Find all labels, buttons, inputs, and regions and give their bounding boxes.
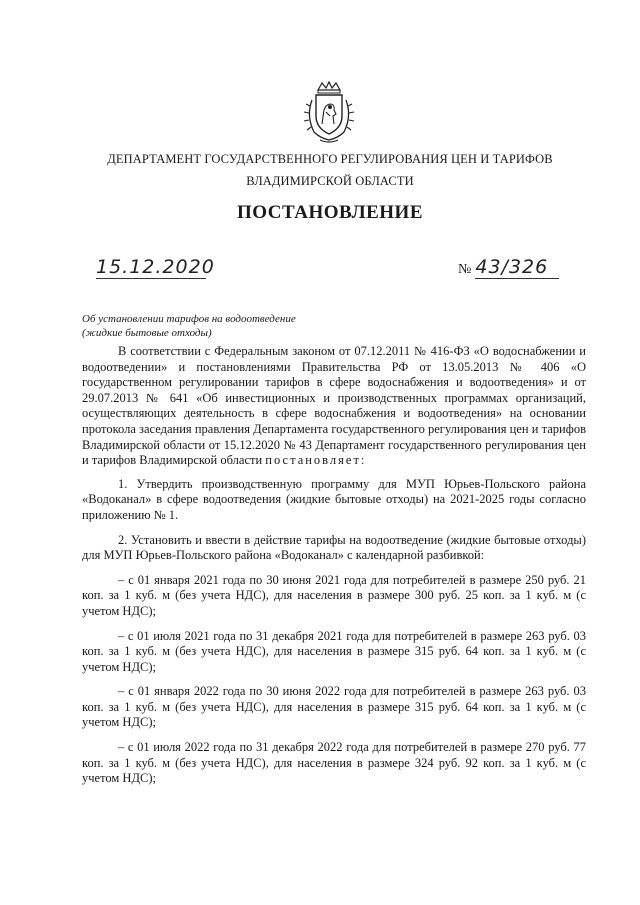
preamble-text: В соответствии с Федеральным законом от 07.12.2011 № 416-ФЗ «О водоснабжении и водоотведении» и постановлениями Правительства РФ от 13.05.2013 № 406 «О государственном регулировании тарифов в сфере водоснабжения и водоотведения» и от 29.07.2013 № 641 «Об инвестиционных и производственных программах организаций, осуществляющих деятельность в сфере водоснабжения и водоотведения» на основании протокола заседания правления Департамента государственного регулирования цен и тарифов Владимирской области от 15.12.2020 № 43 Департамент государственного регулирования цен и тарифов Владимирской области (82, 344, 586, 468)
document-body (82, 344, 586, 796)
department-name-line2: ВЛАДИМИРСКОЙ ОБЛАСТИ (246, 174, 414, 188)
coat-of-arms-icon (300, 80, 358, 146)
document-title: ПОСТАНОВЛЕНИЕ (236, 202, 424, 223)
decree-word: постановляет: (265, 453, 367, 468)
number-sign: № (458, 262, 472, 277)
item-2-paragraph: 2. Установить и ввести в действие тарифы на водоотведение (жидкие бытовые отходы) для МУП Юрьев-Польского района «Водоканал» с календарной разбивкой: (82, 532, 586, 563)
preamble-paragraph (82, 344, 586, 469)
tariff-period-1: – с 01 января 2021 года по 30 июня 2021 года для потребителей в размере 250 руб. 21 коп. за 1 куб. м (без учета НДС), для населения в размере 300 руб. 25 коп. за 1 куб. м (с учетом НДС); (82, 572, 586, 618)
subject-line1: Об установлении тарифов на водоотведение (82, 313, 296, 325)
document-subject (82, 312, 296, 340)
tariff-period-2: – с 01 июля 2021 года по 31 декабря 2021 года для потребителей в размере 263 руб. 03 коп. за 1 куб. м (без учета НДС), для населения в размере 315 руб. 64 коп. за 1 куб. м (с учетом НДС); (82, 628, 586, 674)
item-1-paragraph: 1. Утвердить производственную программу для МУП Юрьев-Польского района «Водоканал» в сфере водоотведения (жидкие бытовые отходы) на 2021-2025 годы согласно приложению № 1. (82, 476, 586, 522)
document-number-value: 43/326 (475, 256, 559, 279)
tariff-period-4: – с 01 июля 2022 года по 31 декабря 2022 года для потребителей в размере 270 руб. 77 коп. за 1 куб. м (без учета НДС), для населения в размере 324 руб. 92 коп. за 1 куб. м (с учетом НДС); (82, 740, 586, 786)
tariff-period-3: – с 01 января 2022 года по 30 июня 2022 года для потребителей в размере 263 руб. 03 коп. за 1 куб. м (без учета НДС), для населения в размере 315 руб. 64 коп. за 1 куб. м (с учетом НДС); (82, 684, 586, 730)
subject-line2: (жидкие бытовые отходы) (82, 327, 212, 339)
document-number (458, 256, 559, 281)
document-date: 15.12.2020 (96, 256, 215, 278)
department-name-line1: ДЕПАРТАМЕНТ ГОСУДАРСТВЕННОГО РЕГУЛИРОВАНИЯ ЦЕН И ТАРИФОВ (107, 152, 553, 166)
